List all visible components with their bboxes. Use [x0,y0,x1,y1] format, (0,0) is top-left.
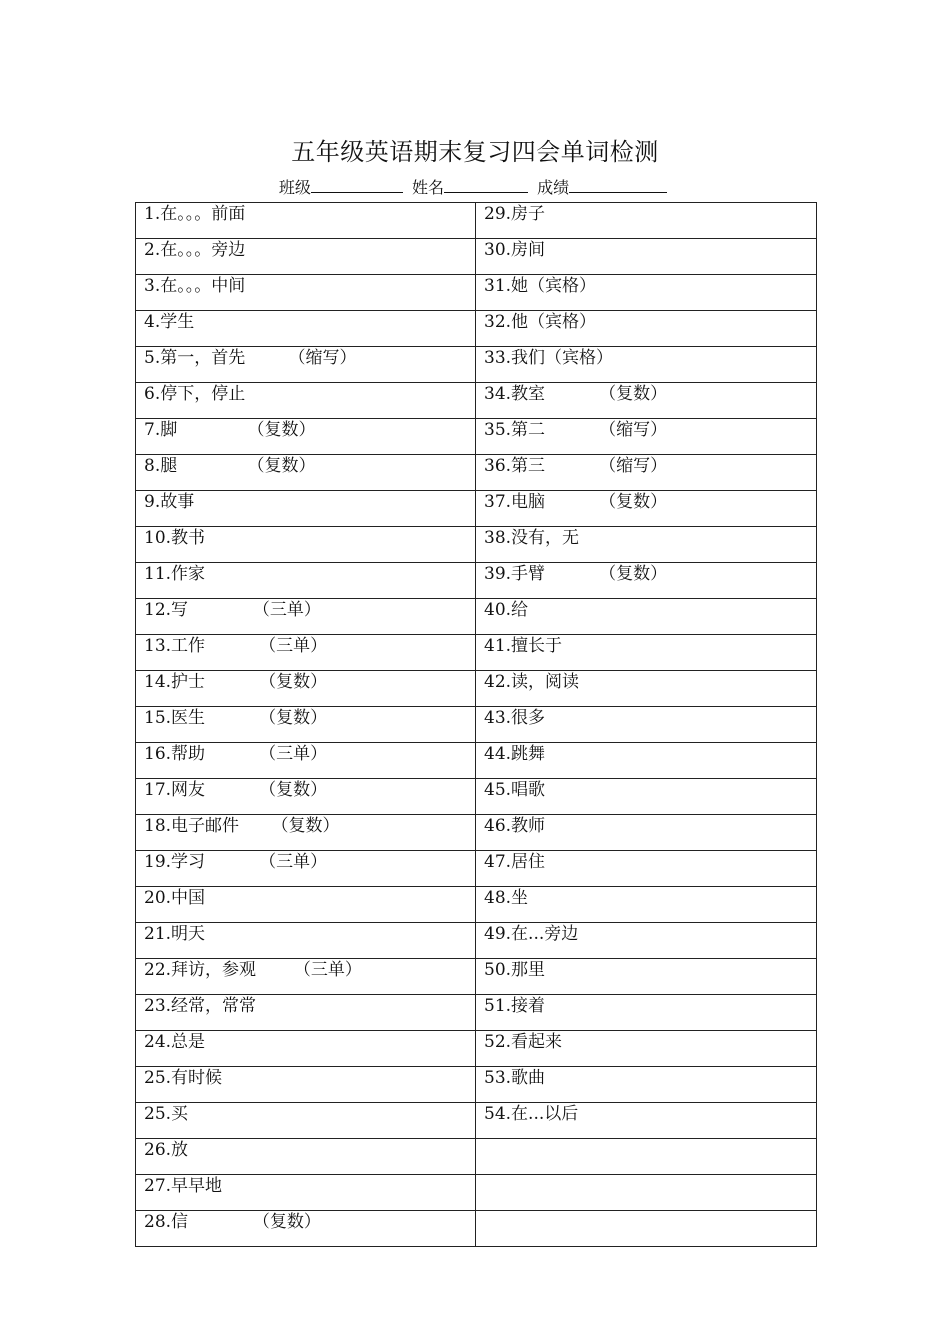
table-row [136,923,817,959]
word-prompt: 38.没有，无 [484,528,580,548]
left-cell [136,491,476,527]
right-cell [476,1175,817,1211]
right-cell [476,203,817,239]
table-row [136,455,817,491]
word-prompt: 47.居住 [484,852,546,872]
right-cell [476,671,817,707]
table-row [136,311,817,347]
word-prompt: 54.在...以后 [484,1104,579,1124]
right-cell [476,455,817,491]
left-cell [136,203,476,239]
right-cell [476,527,817,563]
left-cell [136,923,476,959]
right-cell [476,779,817,815]
word-prompt: 39.手臂 （复数） [484,564,668,584]
right-cell [476,1067,817,1103]
table-row [136,491,817,527]
left-cell [136,1103,476,1139]
word-prompt: 37.电脑 （复数） [484,492,668,512]
word-prompt: 20.中国 [144,888,206,908]
word-prompt: 14.护士 （复数） [144,672,328,692]
word-prompt: 18.电子邮件 （复数） [144,816,340,836]
right-cell [476,383,817,419]
word-prompt: 50.那里 [484,960,546,980]
score-label: 成绩 [537,178,570,197]
left-cell [136,1175,476,1211]
word-prompt: 42.读，阅读 [484,672,580,692]
word-prompt: 46.教师 [484,816,546,836]
right-cell [476,419,817,455]
table-row [136,1103,817,1139]
left-cell [136,887,476,923]
page-title: 五年级英语期末复习四会单词检测 [291,138,659,166]
word-prompt: 33.我们（宾格） [484,348,614,368]
table-row [136,707,817,743]
word-prompt: 21.明天 [144,924,206,944]
right-cell [476,1031,817,1067]
left-cell [136,1211,476,1247]
word-prompt: 5.第一，首先 （缩写） [144,348,357,368]
word-prompt: 41.擅长于 [484,636,563,656]
name-blank [444,178,528,193]
left-cell [136,995,476,1031]
word-prompt: 29.房子 [484,204,546,224]
table-row [136,743,817,779]
left-cell [136,707,476,743]
left-cell [136,779,476,815]
word-prompt: 8.腿 （复数） [144,456,316,476]
table-row [136,887,817,923]
left-cell [136,311,476,347]
right-cell [476,1211,817,1247]
table-row [136,959,817,995]
word-prompt: 27.早早地 [144,1176,223,1196]
right-cell [476,599,817,635]
word-prompt: 2.在。。。旁边 [144,240,246,260]
left-cell [136,1067,476,1103]
right-cell [476,635,817,671]
word-prompt: 25.有时候 [144,1068,223,1088]
word-prompt: 32.他（宾格） [484,312,597,332]
word-prompt: 53.歌曲 [484,1068,546,1088]
word-prompt: 35.第二 （缩写） [484,420,668,440]
right-cell [476,887,817,923]
class-label: 班级 [278,178,311,197]
word-prompt: 48.坐 [484,888,529,908]
word-prompt: 11.作家 [144,564,206,584]
word-prompt: 30.房间 [484,240,546,260]
left-cell [136,815,476,851]
vocabulary-table-body [136,203,817,1247]
word-prompt: 52.看起来 [484,1032,563,1052]
left-cell [136,527,476,563]
right-cell [476,743,817,779]
word-prompt: 7.脚 （复数） [144,420,316,440]
left-cell [136,455,476,491]
table-row [136,1031,817,1067]
table-row [136,599,817,635]
word-prompt: 6.停下，停止 [144,384,246,404]
word-prompt: 4.学生 [144,312,195,332]
score-blank [569,178,667,193]
table-row [136,275,817,311]
table-row [136,1175,817,1211]
word-prompt: 44.跳舞 [484,744,546,764]
table-row [136,1067,817,1103]
table-row [136,779,817,815]
right-cell [476,851,817,887]
word-prompt: 17.网友 （复数） [144,780,328,800]
word-prompt: 15.医生 （复数） [144,708,328,728]
left-cell [136,851,476,887]
word-prompt: 25.买 [144,1104,189,1124]
name-label: 姓名 [411,178,444,197]
word-prompt: 26.放 [144,1140,189,1160]
right-cell [476,563,817,599]
word-prompt: 1.在。。。前面 [144,204,246,224]
word-prompt: 19.学习 （三单） [144,852,328,872]
left-cell [136,671,476,707]
left-cell [136,347,476,383]
class-blank [311,178,403,193]
word-prompt: 23.经常，常常 [144,996,257,1016]
table-row [136,1211,817,1247]
word-prompt: 22.拜访，参观 （三单） [144,960,362,980]
left-cell [136,635,476,671]
left-cell [136,1031,476,1067]
right-cell [476,923,817,959]
table-row [136,527,817,563]
student-info-line [0,175,950,198]
left-cell [136,563,476,599]
table-row [136,203,817,239]
word-prompt: 16.帮助 （三单） [144,744,328,764]
word-prompt: 31.她（宾格） [484,276,597,296]
table-row [136,419,817,455]
word-prompt: 45.唱歌 [484,780,546,800]
table-row [136,851,817,887]
table-row [136,1139,817,1175]
word-prompt: 51.接着 [484,996,546,1016]
left-cell [136,599,476,635]
word-prompt: 43.很多 [484,708,546,728]
left-cell [136,383,476,419]
table-row [136,995,817,1031]
left-cell [136,743,476,779]
left-cell [136,239,476,275]
table-row [136,239,817,275]
word-prompt: 40.给 [484,600,529,620]
right-cell [476,239,817,275]
word-prompt: 9.故事 [144,492,195,512]
word-prompt: 28.信 （复数） [144,1212,321,1232]
table-row [136,563,817,599]
left-cell [136,959,476,995]
word-prompt: 10.教书 [144,528,206,548]
right-cell [476,347,817,383]
word-prompt: 24.总是 [144,1032,206,1052]
right-cell [476,311,817,347]
left-cell [136,275,476,311]
left-cell [136,419,476,455]
left-cell [136,1139,476,1175]
table-row [136,635,817,671]
right-cell [476,707,817,743]
table-row [136,815,817,851]
right-cell [476,491,817,527]
word-prompt: 36.第三 （缩写） [484,456,668,476]
table-row [136,383,817,419]
right-cell [476,995,817,1031]
table-row [136,347,817,383]
word-prompt: 3.在。。。中间 [144,276,246,296]
right-cell [476,275,817,311]
word-prompt: 34.教室 （复数） [484,384,668,404]
word-prompt: 13.工作 （三单） [144,636,328,656]
word-prompt: 49.在...旁边 [484,924,579,944]
right-cell [476,1139,817,1175]
vocabulary-table [135,202,817,1247]
word-prompt: 12.写 （三单） [144,600,321,620]
table-row [136,671,817,707]
right-cell [476,1103,817,1139]
right-cell [476,815,817,851]
right-cell [476,959,817,995]
